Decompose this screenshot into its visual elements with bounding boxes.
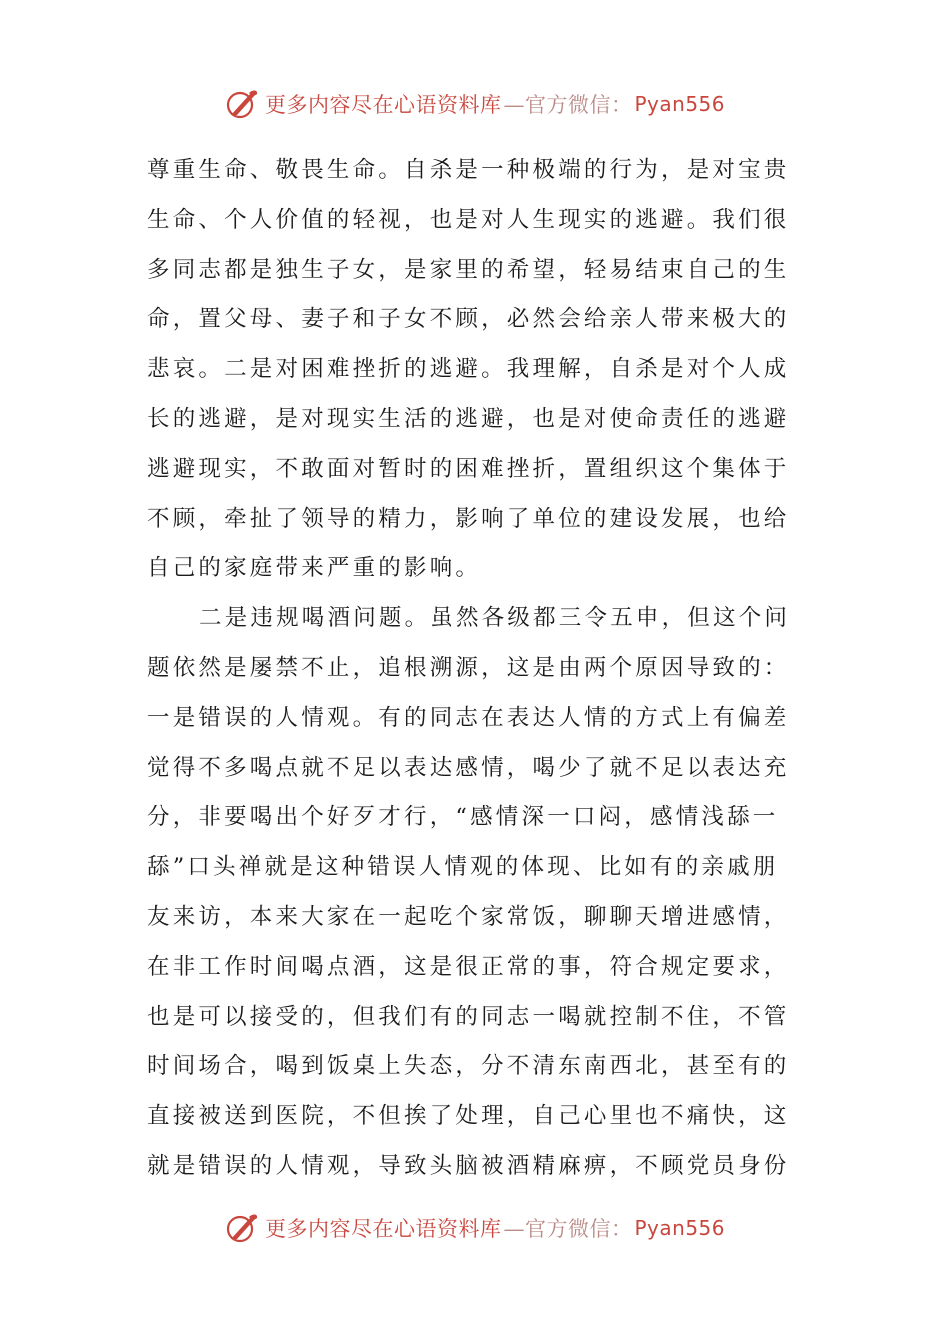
paragraph-start-line: 二是违规喝酒问题。虽然各级都三令五申，但这个问 bbox=[199, 605, 791, 632]
text-line: 在非工作时间喝点酒，这是很正常的事，符合规定要求， bbox=[147, 953, 790, 980]
text-line: 舔”口头禅就是这种错误人情观的体现、比如有的亲戚朋 bbox=[147, 854, 779, 881]
header-watermark bbox=[0, 84, 950, 124]
text-line: 逃避现实，不敢面对暂时的困难挫折，置组织这个集体于 bbox=[147, 455, 790, 482]
text-line: 时间场合，喝到饭桌上失态，分不清东南西北，甚至有的 bbox=[147, 1053, 790, 1080]
watermark-sub-text: —官方微信： bbox=[503, 1217, 633, 1241]
watermark-sub-text: —官方微信： bbox=[503, 93, 633, 117]
text-line: 不顾，牵扯了领导的精力，影响了单位的建设发展，也给 bbox=[147, 505, 790, 532]
watermark-wechat-id: Pyan556 bbox=[634, 92, 725, 116]
text-line: 尊重生命、敬畏生命。自杀是一种极端的行为，是对宝贵 bbox=[147, 157, 790, 183]
text-line: 分，非要喝出个好歹才行，“感情深一口闷，感情浅舔一 bbox=[147, 804, 779, 831]
text-line: 命，置父母、妻子和子女不顾，必然会给亲人带来极大的 bbox=[147, 306, 790, 333]
text-line: 长的逃避，是对现实生活的逃避，也是对使命责任的逃避 bbox=[147, 405, 790, 432]
quill-logo-icon bbox=[225, 1211, 259, 1245]
text-line: 友来访，本来大家在一起吃个家常饭，聊聊天增进感情， bbox=[147, 903, 790, 930]
document-body bbox=[147, 146, 807, 1192]
quill-logo-icon bbox=[225, 87, 259, 121]
text-line: 生命、个人价值的轻视，也是对人生现实的逃避。我们很 bbox=[147, 206, 790, 233]
footer-watermark bbox=[0, 1208, 950, 1248]
text-line: 直接被送到医院，不但挨了处理，自己心里也不痛快，这 bbox=[147, 1103, 790, 1130]
text-line: 悲哀。二是对困难挫折的逃避。我理解，自杀是对个人成 bbox=[147, 356, 790, 383]
watermark-wechat-id: Pyan556 bbox=[634, 1216, 725, 1240]
text-line: 觉得不多喝点就不足以表达感情，喝少了就不足以表达充 bbox=[147, 754, 790, 781]
watermark-main-text: 更多内容尽在心语资料库 bbox=[264, 1217, 502, 1241]
watermark-main-text: 更多内容尽在心语资料库 bbox=[264, 93, 502, 117]
text-line: 一是错误的人情观。有的同志在表达人情的方式上有偏差 bbox=[147, 704, 790, 731]
text-line: 自己的家庭带来严重的影响。 bbox=[147, 555, 482, 582]
text-line: 也是可以接受的，但我们有的同志一喝就控制不住，不管 bbox=[147, 1003, 790, 1030]
text-line: 题依然是屡禁不止，追根溯源，这是由两个原因导致的： bbox=[147, 654, 790, 681]
text-line: 就是错误的人情观，导致头脑被酒精麻痹，不顾党员身份 bbox=[147, 1152, 790, 1179]
text-line: 多同志都是独生子女，是家里的希望，轻易结束自己的生 bbox=[147, 256, 790, 283]
